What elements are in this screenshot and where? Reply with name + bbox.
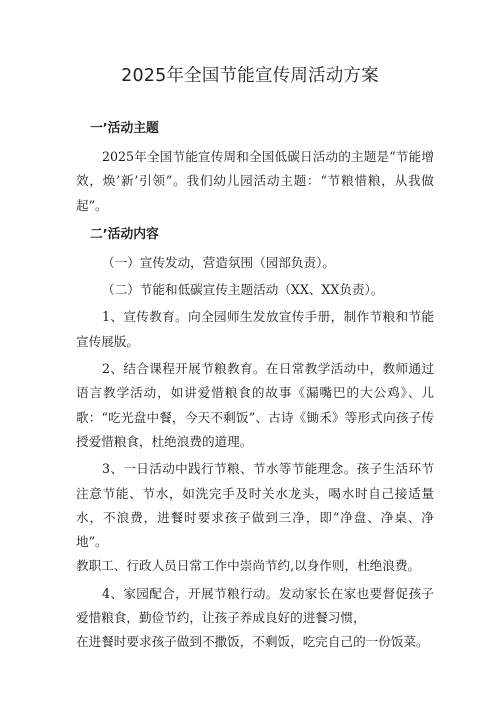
section-heading-content: 二’活动内容: [90, 226, 159, 242]
document-body: [76, 117, 434, 655]
theme-paragraph: 2025年全国节能宣传周和全国低碳日活动的主题是“节能增效，焕’新’引领”。我们幼儿园活动主题：“节粮惜粮，从我做起”。: [76, 149, 434, 213]
content-paragraph-3-continued: 教职工、行政人员日常工作中崇尚节约,以身作则，杜绝浪费。: [76, 558, 421, 574]
content-paragraph-2: 2、结合课程开展节粮教育。在日常教学活动中，教师通过语言教学活动，如讲爱惜粮食的故事《漏嘴巴的大公鸡》、儿歌：“吃光盘中餐，今天不剩饭”、古诗《锄禾》等形式向孩子传授爱惜粮食，杜绝浪费的道理。: [76, 361, 434, 449]
content-item-1: （一）宣传发动，营造氛围（园部负责）。: [102, 254, 335, 270]
content-paragraph-1: 1、宣传教育。向全园师生发放宣传手册，制作节粮和节能宣传展版。: [76, 309, 434, 349]
document-title: 2025年全国节能宣传周活动方案: [121, 66, 379, 86]
content-item-2: （二）节能和低碳宣传主题活动（XX、XX负责）。: [102, 282, 384, 298]
content-paragraph-4-continued: 在进餐时要求孩子做到不撒饭，不剩饭，吃完自己的一份饭菜。: [76, 634, 429, 650]
content-paragraph-4: 4、家园配合，开展节粮行动。发动家长在家也要督促孩子爱惜粮食，勤俭节约，让孩子养成良好的进餐习惯，: [76, 585, 434, 626]
section-heading-theme: 一’活动主题: [90, 121, 159, 136]
content-paragraph-3: 3、一日活动中践行节粮、节水等节能理念。孩子生活环节注意节能、节水，如洗完手及时关水龙头，喝水时自己接适量水，不浪费，进餐时要求孩子做到三净，即“净盘、净桌、净地”。: [76, 461, 434, 550]
